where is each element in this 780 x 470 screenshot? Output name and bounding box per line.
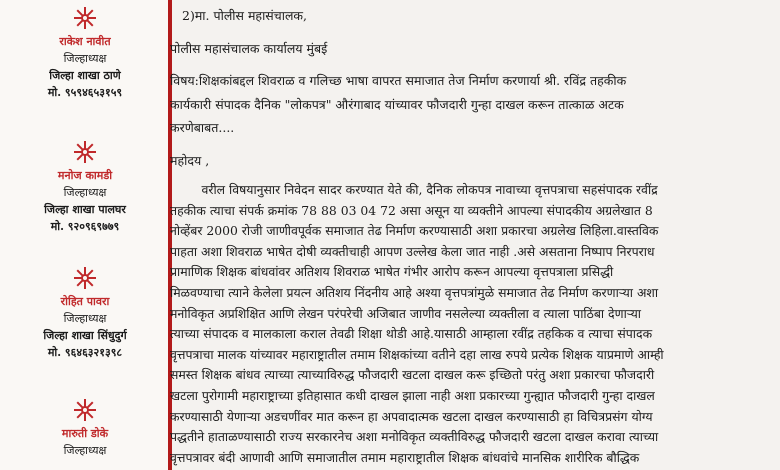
- org-sidebar: [0, 0, 170, 470]
- member-phone: मो. ९६४६३२१३९८: [47, 346, 123, 359]
- body-line: पाहता अशा शिवराळ भाषेत दोषी व्यक्तीचाही आपण उल्लेख केला जात नाही .असे असताना निष्पाप निरपराध: [170, 243, 655, 259]
- body-line: वरील विषयानुसार निवेदन सादर करण्यात येते की, दैनिक लोकपत्र नावाच्या वृत्तपत्राचा सहसंपादक रवींद्र: [170, 182, 658, 197]
- member-branch: जिल्हा शाखा ठाणे: [49, 69, 121, 82]
- office-bearer-entry: [0, 140, 170, 235]
- office-bearer-entry: [0, 6, 170, 101]
- salutation: महोदय ,: [170, 153, 210, 168]
- letter-body: [168, 0, 780, 470]
- subject-line: कार्यकारी संपादक दैनिक "लोकपत्र" औरंगाबाद यांच्यावर फौजदारी गुन्हा दाखल करून तात्काळ अटक: [170, 97, 624, 112]
- office-bearer-entry: [0, 398, 170, 459]
- member-role: जिल्हाध्यक्ष: [63, 312, 107, 325]
- gear-cross-emblem-icon: [73, 266, 97, 290]
- body-line: वृत्तपत्राचा मालक यांच्यावर महाराष्ट्रातील तमाम शिक्षकांच्या वतीने दहा लाख रुपये प्रत्येक शिक्षक याप्रमाणे आम्ही: [170, 346, 664, 362]
- member-phone: मो. ९५९४६५३१५९: [47, 86, 123, 99]
- body-line: नोव्हेंबर 2000 रोजी जाणीवपूर्वक समाजात तेढ निर्माण करण्यासाठी अशा प्रकारचा अग्रलेख लिहिला.वास्तविक: [170, 223, 659, 239]
- office-bearer-entry: [0, 266, 170, 361]
- body-line: करण्यासाठी येणाऱ्या अडचणींवर मात करून हा अपवादात्मक खटला दाखल करण्यासाठी हा विचित्रप्रसंग योग्य: [170, 408, 653, 424]
- gear-cross-emblem-icon: [73, 398, 97, 422]
- member-name: मारुती डोके: [61, 427, 109, 440]
- member-branch: जिल्हा शाखा पालघर: [44, 203, 126, 216]
- member-phone: मो. ९२०९६९७७९: [50, 220, 120, 233]
- office-line: पोलीस महासंचालक कार्यालय मुंबई: [170, 41, 328, 56]
- letter-paragraph: [170, 180, 776, 468]
- body-line: वृत्तपत्रावर बंदी आणावी आणि समाजातील तमाम महाराष्ट्रातील शिक्षक बांधवांचे मानसिक शारीरिक बौद्धिक: [170, 449, 640, 465]
- member-name: राकेश नावीत: [59, 35, 111, 48]
- gear-cross-emblem-icon: [73, 140, 97, 164]
- member-role: जिल्हाध्यक्ष: [63, 444, 107, 457]
- body-line: खटला पुरोगामी महाराष्ट्राच्या इतिहासात कधी दाखल झाला नाही अशा प्रकारच्या गुन्ह्यात फौजदारी गुन्हा दाखल: [170, 387, 655, 403]
- recipient-line: 2)मा. पोलीस महासंचालक,: [182, 8, 307, 23]
- member-name: मनोज कामडी: [57, 169, 113, 182]
- body-line: मनोविकृत अप्रशिक्षित आणि लेखन परंपरेची अजिबात जाणीव नसलेल्या व्यक्तीला व त्याला पाठिंबा देणाऱ्या: [170, 305, 642, 321]
- member-role: जिल्हाध्यक्ष: [63, 186, 107, 199]
- body-line: प्रामाणिक शिक्षक बांधवांवर अतिशय शिवराळ भाषेत गंभीर आरोप करून आपल्या वृत्तपत्राला प्रसिद्धी: [170, 264, 614, 280]
- member-role: जिल्हाध्यक्ष: [63, 52, 107, 65]
- body-line: तहकीक त्याचा संपर्क क्रमांक 78 88 03 04 72 असा असून या व्यक्तीने आपल्या संपादकीय अग्रलेखात 8: [170, 202, 653, 218]
- body-line: पद्धतीने हाताळण्यासाठी राज्य सरकारनेच अशा मनोविकृत व्यक्तीविरुद्ध फौजदारी खटला दाखल करावा त्याच्या: [170, 429, 659, 445]
- gear-cross-emblem-icon: [73, 6, 97, 30]
- body-line: समस्त शिक्षक बांधव त्याच्या त्याच्याविरुद्ध फौजदारी खटला दाखल करू इच्छितो परंतु अशा प्रकारचा फौजदारी: [170, 367, 655, 383]
- subject-line: विषय:शिक्षकांबद्दल शिवराळ व गलिच्छ भाषा वापरत समाजात तेज निर्माण करणार्या श्री. रविंद्र तहकीक: [170, 73, 627, 88]
- body-line: मिळवण्याचा त्याने केलेला प्रयत्न अतिशय निंदनीय आहे अश्या वृत्तपत्रांमुळे समाजात तेढ निर्माण करणाऱ्या अशा: [170, 284, 659, 300]
- body-line: त्याच्या संपादक व मालकाला कराल तेवढी शिक्षा थोडी आहे.यासाठी आम्हाला रवींद्र तहकिक व त्याचा संपादक: [170, 326, 653, 342]
- member-branch: जिल्हा शाखा सिंधुदुर्ग: [43, 329, 127, 342]
- member-name: रोहित पावरा: [60, 295, 110, 308]
- subject-line: करणेबाबत....: [170, 120, 235, 135]
